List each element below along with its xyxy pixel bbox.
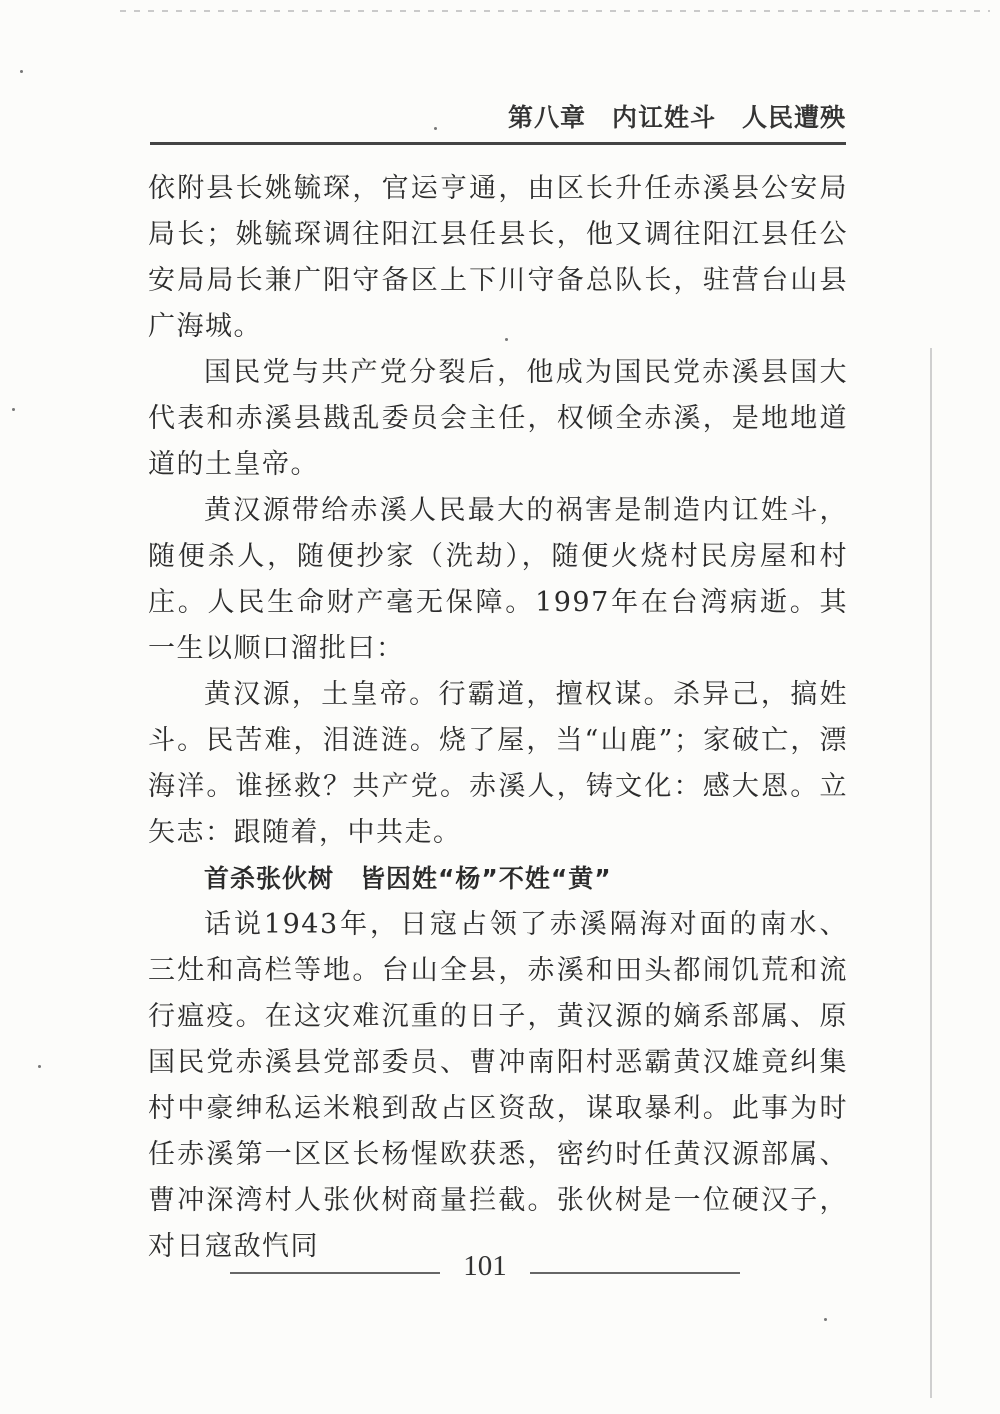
body-text	[148, 166, 848, 1270]
paragraph: 话说1943年，日寇占领了赤溪隔海对面的南水、三灶和高栏等地。台山全县，赤溪和田头都闹饥荒和流行瘟疫。在这灾难沉重的日子，黄汉源的嫡系部属、原国民党赤溪县党部委员、曹冲南阳村恶霸黄汉雄竟纠集村中豪绅私运米粮到敌占区资敌，谋取暴利。此事为时任赤溪第一区区长杨惺欧获悉，密约时任黄汉源部属、曹冲深湾村人张伙树商量拦截。张伙树是一位硬汉子，对日寇敌忾同	[148, 909, 848, 1262]
scan-speck	[12, 408, 15, 411]
paragraph: 国民党与共产党分裂后，他成为国民党赤溪县国大代表和赤溪县戡乱委员会主任，权倾全赤溪，是地地道道的土皇帝。	[148, 357, 848, 480]
page-footer	[230, 1250, 740, 1290]
chapter-title: 第八章 内讧姓斗 人民遭殃	[507, 103, 846, 132]
doggerel-verse: 黄汉源，土皇帝。行霸道，擅权谋。杀异己，搞姓斗。民苦难，泪涟涟。烧了屋，当“山鹿”；家破亡，漂海洋。谁拯救？共产党。赤溪人，铸文化：感大恩。立矢志：跟随着，中共走。	[148, 679, 848, 848]
page-edge-shadow	[930, 348, 932, 1398]
paragraph: 依附县长姚毓琛，官运亨通，由区长升任赤溪县公安局局长；姚毓琛调往阳江县任县长，他又调往阳江县任公安局局长兼广阳守备区上下川守备总队长，驻营台山县广海城。	[148, 173, 848, 342]
scan-edge-artifact	[120, 10, 990, 12]
paragraph: 黄汉源带给赤溪人民最大的祸害是制造内讧姓斗，随便杀人，随便抄家（洗劫），随便火烧村民房屋和村庄。人民生命财产毫无保障。1997年在台湾病逝。其一生以顺口溜批曰：	[148, 495, 848, 664]
scan-speck	[20, 70, 23, 73]
header-rule	[150, 142, 846, 145]
footer-rule-right	[530, 1272, 740, 1274]
scan-speck	[824, 1318, 827, 1321]
section-subheading: 首杀张伙树 皆因姓“杨”不姓“黄”	[204, 864, 612, 893]
page-number: 101	[463, 1250, 507, 1282]
running-header	[150, 98, 846, 138]
scan-speck	[38, 1065, 41, 1068]
